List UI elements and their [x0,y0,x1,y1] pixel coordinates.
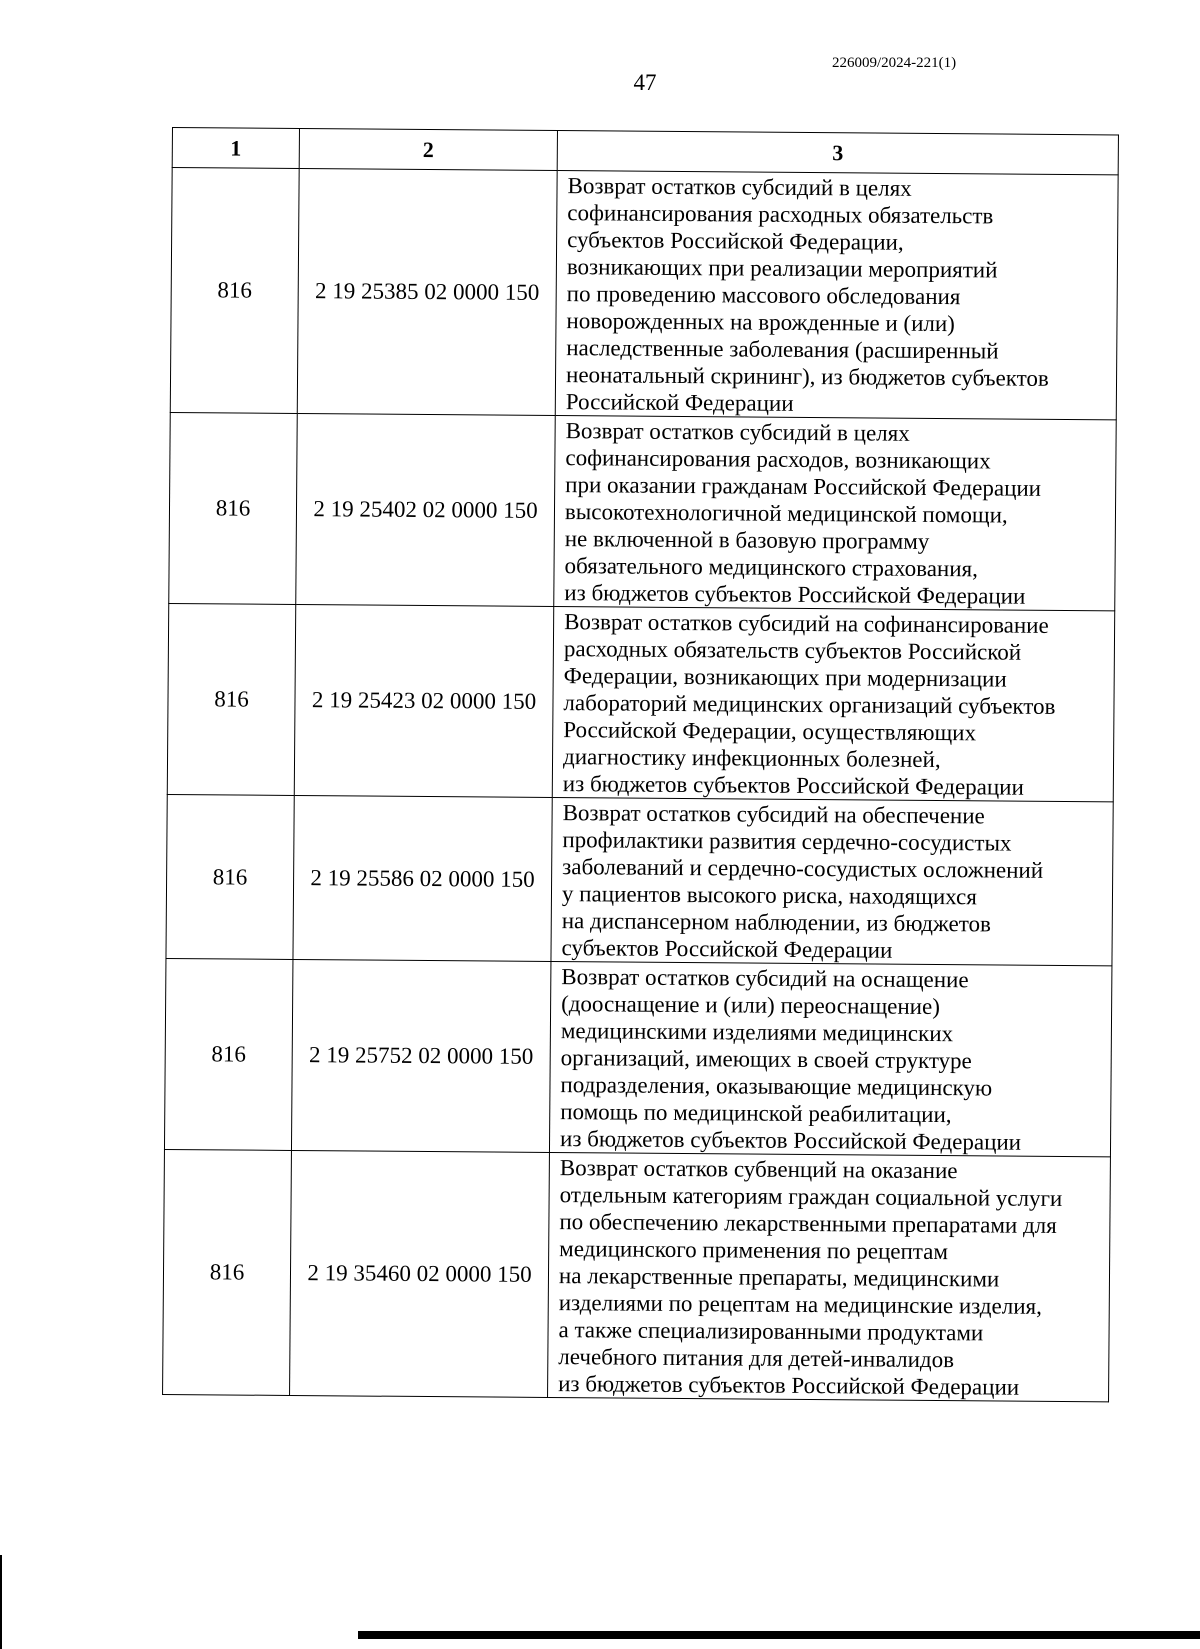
description-cell: Возврат остатков субсидий в целях софинансирования расходов, возникающих при оказании гражданам Российской Федерации высокотехнологичной медицинской помощи, не включенной в базовую программу обязательного медицинского страхования, из бюджетов субъектов Российской Федерации [554,416,1116,611]
description-cell: Возврат остатков субсидий на софинансирование расходных обязательств субъектов Российской Федерации, возникающих при модернизации лабораторий медицинских организаций субъектов Российской Федерации, осуществляющих диагностику инфекционных болезней, из бюджетов субъектов Российской Федерации [552,607,1114,802]
column-header-2: 2 [299,129,557,171]
table-row [164,958,1111,1156]
column-header-1: 1 [172,128,299,169]
table-row [169,412,1116,610]
admin-code-cell: 816 [170,168,299,414]
budget-classification-code-cell: 2 19 25586 02 0000 150 [293,795,552,961]
admin-code-cell: 816 [169,412,297,604]
table-row [166,794,1113,965]
description-cell: Возврат остатков субсидий на обеспечение профилактики развития сердечно-сосудистых заболеваний и сердечно-сосудистых осложнений у пациентов высокого риска, находящихся на диспансерном наблюдении, из бюджетов субъектов Российской Федерации [551,798,1113,966]
budget-classification-code-cell: 2 19 25385 02 0000 150 [297,169,557,416]
admin-code-cell: 816 [166,794,294,959]
description-cell: Возврат остатков субсидий в целях софинансирования расходных обязательств субъектов Российской Федерации, возникающих при реализации мероприятий по проведению массового обследования новорожденных на врожденные и (или) наследственные заболевания (расширенный неонатальный скрининг), из бюджетов субъектов Российской Федерации [555,171,1118,420]
budget-classification-code-cell: 2 19 35460 02 0000 150 [290,1150,550,1397]
scan-edge-mark [0,1555,2,1649]
budget-code-table [162,127,1119,1402]
admin-code-cell: 816 [164,958,292,1150]
page-number: 47 [633,70,657,95]
column-header-3: 3 [557,131,1118,175]
table-row [163,1149,1111,1401]
budget-classification-code-cell: 2 19 25402 02 0000 150 [296,413,555,606]
budget-classification-code-cell: 2 19 25752 02 0000 150 [291,959,550,1152]
table-row [170,168,1118,420]
budget-classification-code-cell: 2 19 25423 02 0000 150 [294,604,553,797]
description-cell: Возврат остатков субвенций на оказание отдельным категориям граждан социальной услуги по обеспечению лекарственными препаратами для медицинского применения по рецептам на лекарственные препараты, медицинскими изделиями по рецептам на медицинские изделия, а также специализированными продуктами лечебного питания для детей-инвалидов из бюджетов субъектов Российской Федерации [548,1152,1111,1401]
scan-bottom-bar [358,1631,1200,1639]
description-cell: Возврат остатков субсидий на оснащение (дооснащение и (или) переоснащение) медицинскими изделиями медицинских организаций, имеющих в своей структуре подразделения, оказывающие медицинскую помощь по медицинской реабилитации, из бюджетов субъектов Российской Федерации [549,962,1111,1157]
document-id: 226009/2024-221(1) [832,55,957,71]
admin-code-cell: 816 [167,603,295,795]
table-row [167,603,1114,801]
admin-code-cell: 816 [163,1149,292,1395]
